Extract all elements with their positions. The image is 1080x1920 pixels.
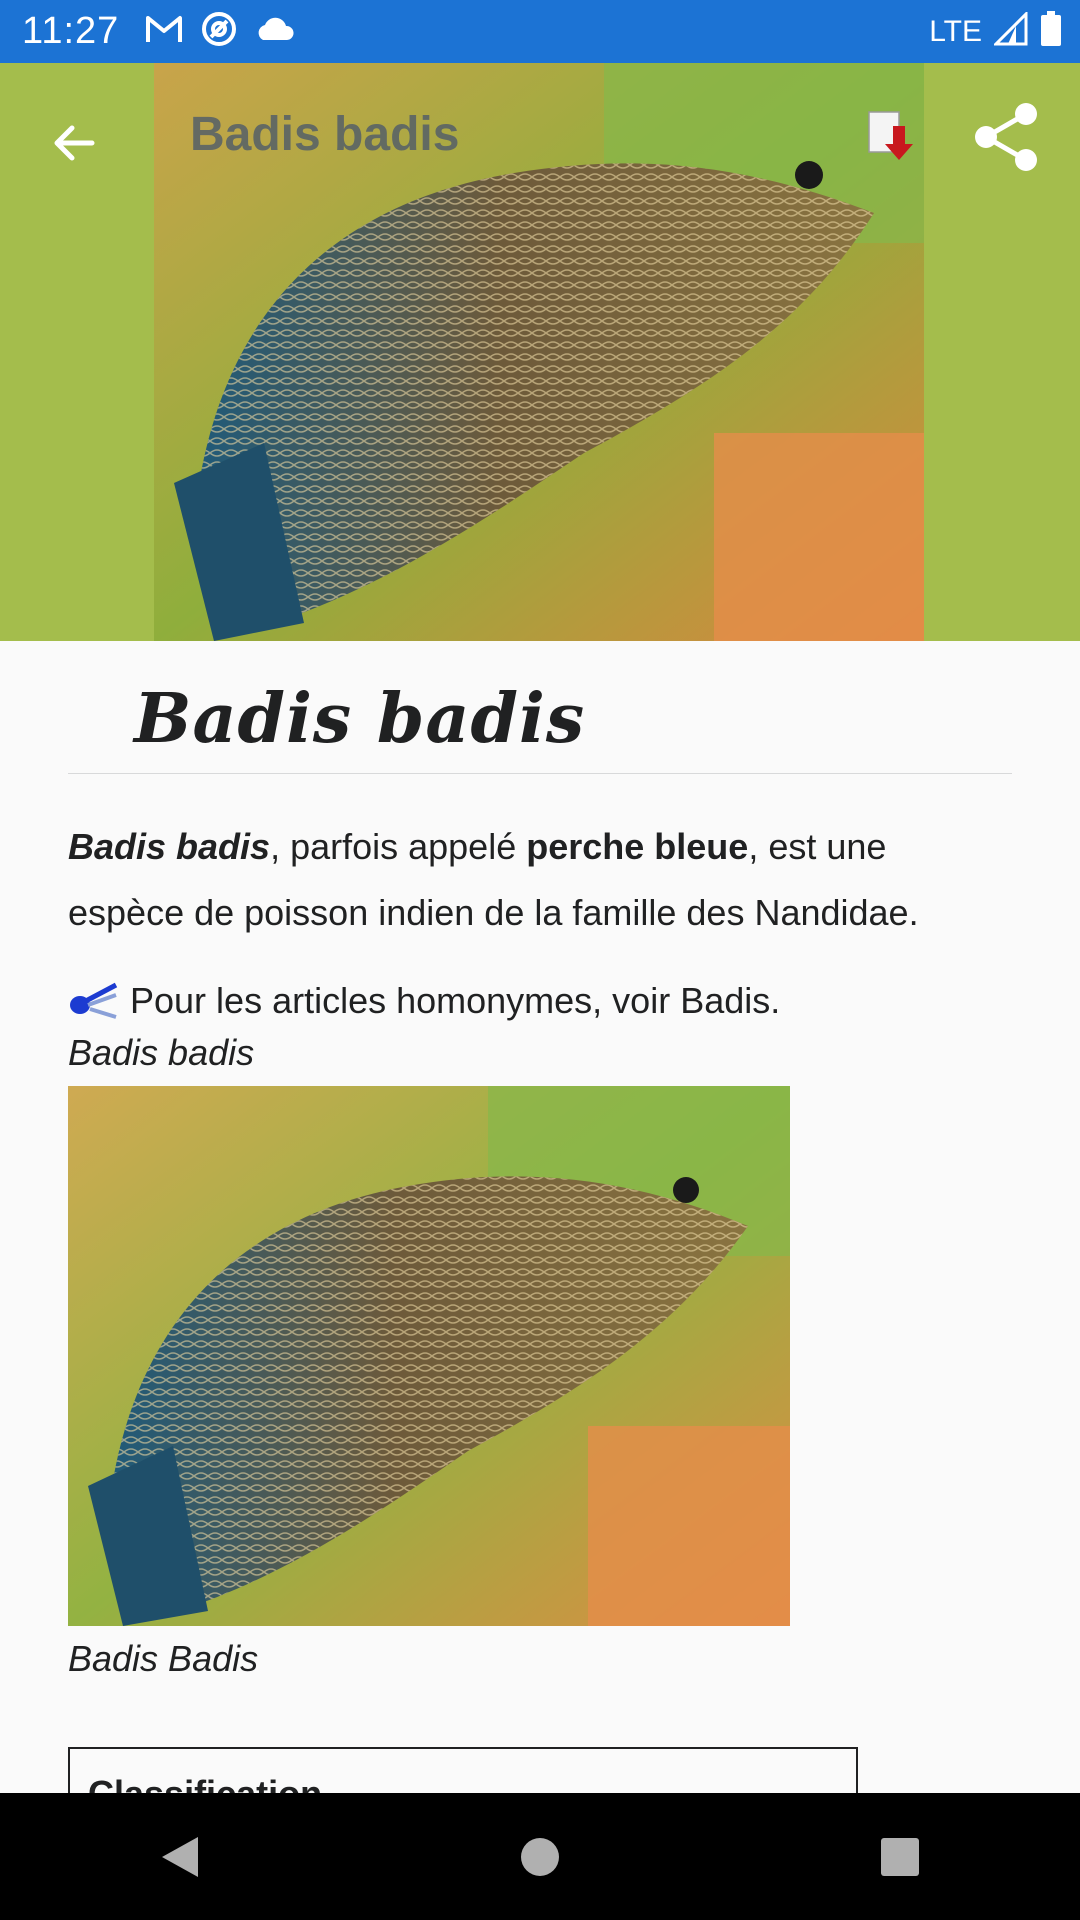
intro-part2: , est une espèce de poisson indien de la famille des Nandidae.	[68, 826, 919, 933]
status-time: 11:27	[22, 10, 120, 52]
back-arrow-icon	[50, 119, 98, 167]
nav-recents-button[interactable]	[840, 1797, 960, 1917]
back-button[interactable]	[36, 105, 112, 181]
network-type: LTE	[929, 14, 982, 48]
share-button[interactable]	[966, 97, 1046, 177]
intro-paragraph	[68, 814, 1012, 946]
cloud-icon	[255, 16, 295, 47]
recents-square-icon	[879, 1836, 921, 1878]
intro-part1: , parfois appelé	[270, 826, 527, 867]
navigation-bar	[0, 1793, 1080, 1920]
article-content	[68, 641, 1012, 1680]
disambiguation-icon	[68, 981, 120, 1021]
status-bar	[0, 0, 1080, 63]
image-caption-above: Badis badis	[68, 1032, 255, 1073]
gmail-icon	[145, 14, 183, 49]
download-pdf-button[interactable]	[864, 107, 916, 167]
back-triangle-icon	[158, 1833, 202, 1881]
share-icon	[972, 101, 1040, 173]
signal-icon	[994, 12, 1028, 51]
fish-photo[interactable]	[68, 1086, 790, 1626]
home-circle-icon	[518, 1835, 562, 1879]
system-status-icons	[929, 11, 1062, 52]
nav-back-button[interactable]	[120, 1797, 240, 1917]
intro-alt-name: perche bleue	[526, 826, 749, 867]
title-divider	[68, 773, 1012, 774]
pdf-download-icon	[867, 110, 913, 164]
notification-icons	[145, 11, 295, 52]
hatnote-text: Pour les articles homonymes, voir Badis.	[130, 980, 781, 1021]
image-caption-below: Badis Badis	[68, 1638, 259, 1679]
page-title: Badis badis	[134, 679, 586, 759]
nav-home-button[interactable]	[480, 1797, 600, 1917]
at-sign-icon	[201, 11, 237, 52]
disambiguation-hatnote[interactable]	[68, 980, 1012, 1022]
battery-icon	[1040, 11, 1062, 52]
article-header	[0, 63, 1080, 641]
intro-term: Badis badis	[68, 826, 271, 867]
header-title: Badis badis	[190, 108, 460, 161]
